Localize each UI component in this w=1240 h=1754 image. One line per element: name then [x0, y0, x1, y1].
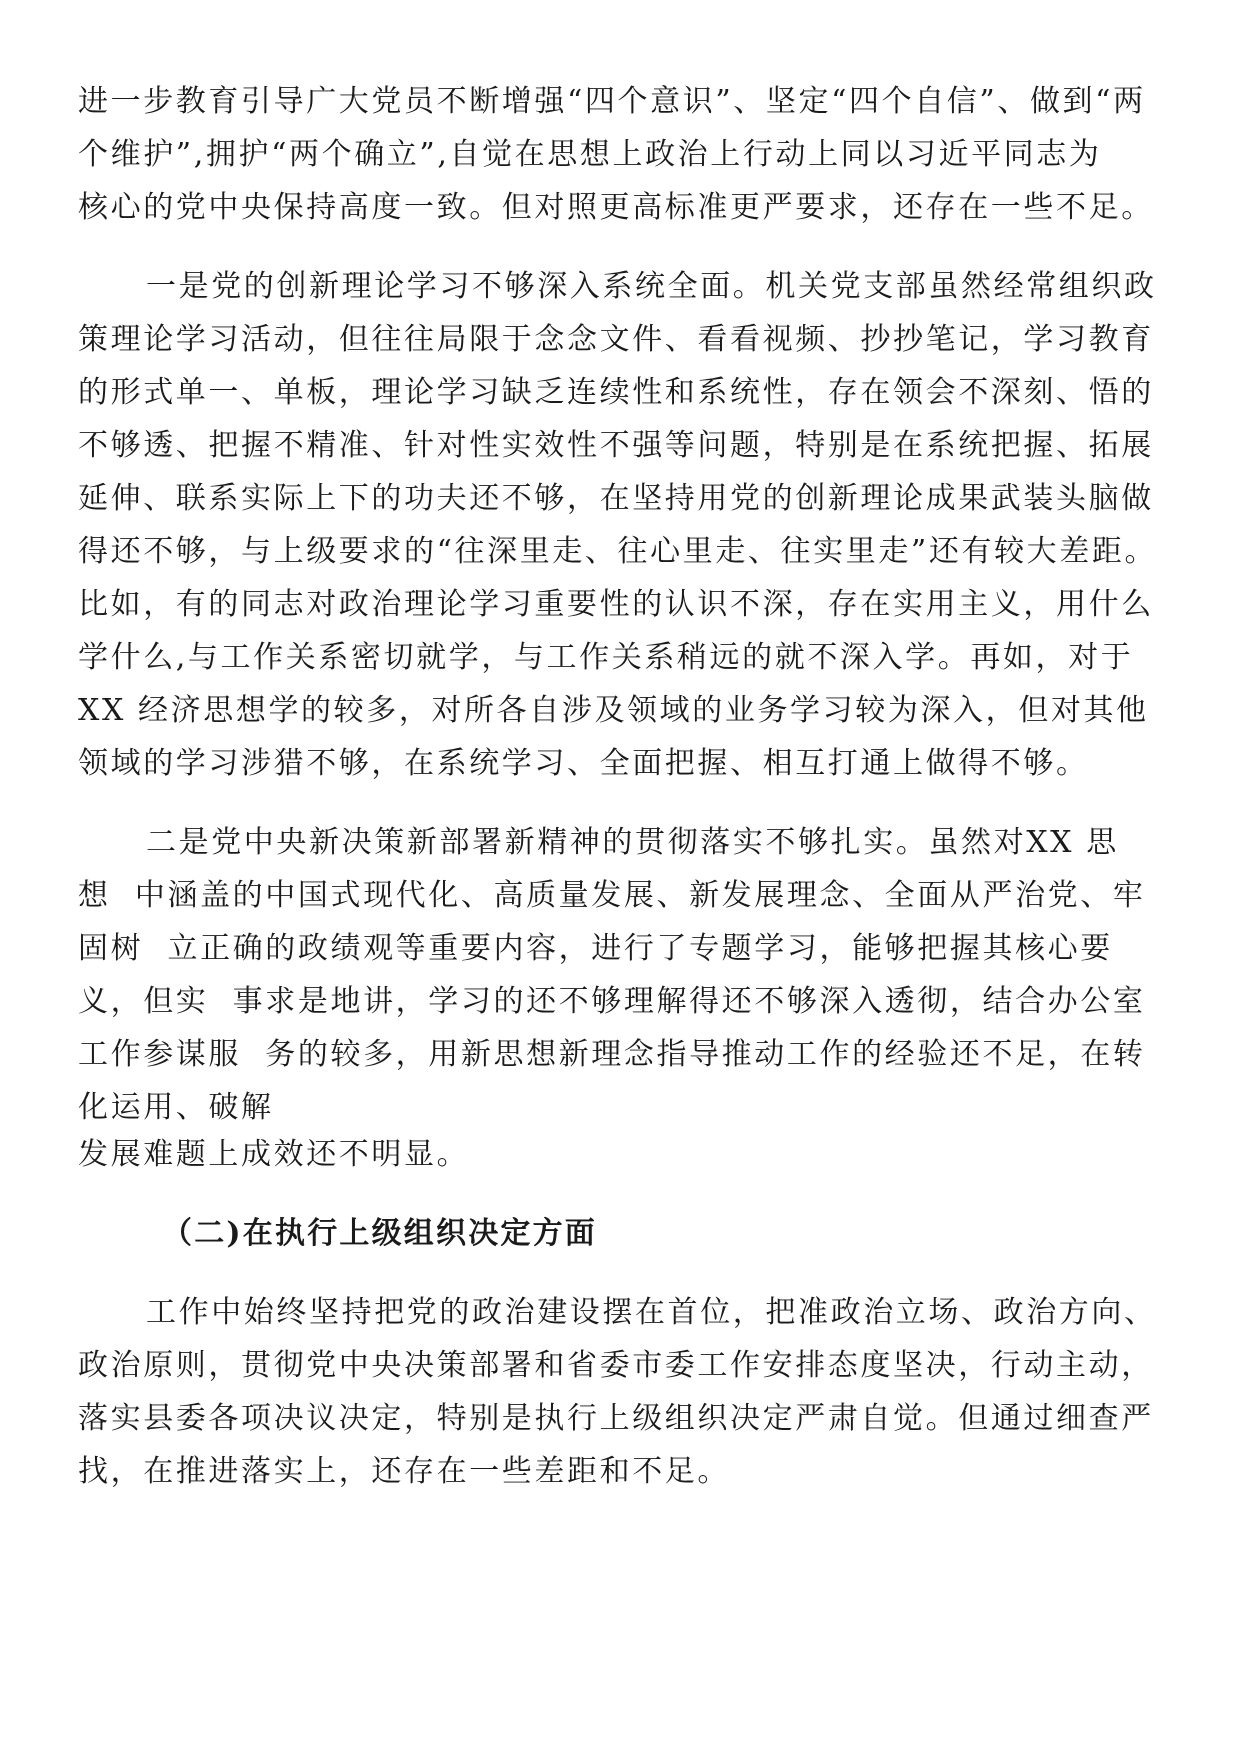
text-line: 策理论学习活动，但往往局限于念念文件、看看视频、抄抄笔记，学习教育 [78, 322, 1154, 357]
text-line: 得还不够，与上级要求的“往深里走、往心里走、往实里走”还有较大差距。 [78, 534, 1158, 569]
text-line: 比如，有的同志对政治理论学习重要性的认识不深，存在实用主义，用什么 [78, 587, 1154, 622]
text-line: 工作参谋服 务的较多，用新思想新理念指导推动工作的经验还不足，在转 [78, 1037, 1146, 1072]
text-line: XX 经济思想学的较多，对所各自涉及领域的业务学习较为深入，但对其他 [78, 693, 1149, 728]
text-line: 个维护”,拥护“两个确立”,自觉在思想上政治上行动上同以习近平同志为 [78, 137, 1102, 172]
text-line: 落实县委各项决议决定，特别是执行上级组织决定严肃自觉。但通过细查严 [78, 1401, 1154, 1436]
text-line: 学什么,与工作关系密切就学，与工作关系稍远的就不深入学。再如，对于 [78, 640, 1134, 675]
text-line: 想 中涵盖的中国式现代化、高质量发展、新发展理念、全面从严治党、牢 [78, 878, 1146, 913]
text-line: 固树 立正确的政绩观等重要内容，进行了专题学习，能够把握其核心要 [78, 931, 1113, 966]
text-line: 找，在推进落实上，还存在一些差距和不足。 [78, 1454, 730, 1489]
text-line: 核心的党中央保持高度一致。但对照更高标准更严要求，还存在一些不足。 [78, 190, 1154, 225]
text-line: 发展难题上成效还不明显。 [78, 1137, 470, 1172]
text-line: 的形式单一、单板，理论学习缺乏连续性和系统性，存在领会不深刻、悟的 [78, 375, 1154, 410]
text-line: 不够透、把握不精准、针对性实效性不强等问题，特别是在系统把握、拓展 [78, 428, 1154, 463]
text-line: 进一步教育引导广大党员不断增强“四个意识”、坚定“四个自信”、做到“两 [78, 84, 1146, 119]
text-line: 化运用、破解 [78, 1090, 274, 1125]
text-line: 义，但实 事求是地讲，学习的还不够理解得还不够深入透彻，结合办公室 [78, 984, 1146, 1019]
text-line: 延伸、联系实际上下的功夫还不够，在坚持用党的创新理论成果武装头脑做 [78, 481, 1154, 516]
text-line: 工作中始终坚持把党的政治建设摆在首位，把准政治立场、政治方向、 [146, 1295, 1157, 1330]
section-heading: （二)在执行上级组织决定方面 [162, 1216, 597, 1251]
text-line: 二是党中央新决策新部署新精神的贯彻落实不够扎实。虽然对XX 思 [146, 825, 1119, 860]
text-line: 政治原则，贯彻党中央决策部署和省委市委工作安排态度坚决，行动主动， [78, 1348, 1154, 1383]
text-line: 领域的学习涉猎不够，在系统学习、全面把握、相互打通上做得不够。 [78, 746, 1089, 781]
text-line: 一是党的创新理论学习不够深入系统全面。机关党支部虽然经常组织政 [146, 269, 1157, 304]
